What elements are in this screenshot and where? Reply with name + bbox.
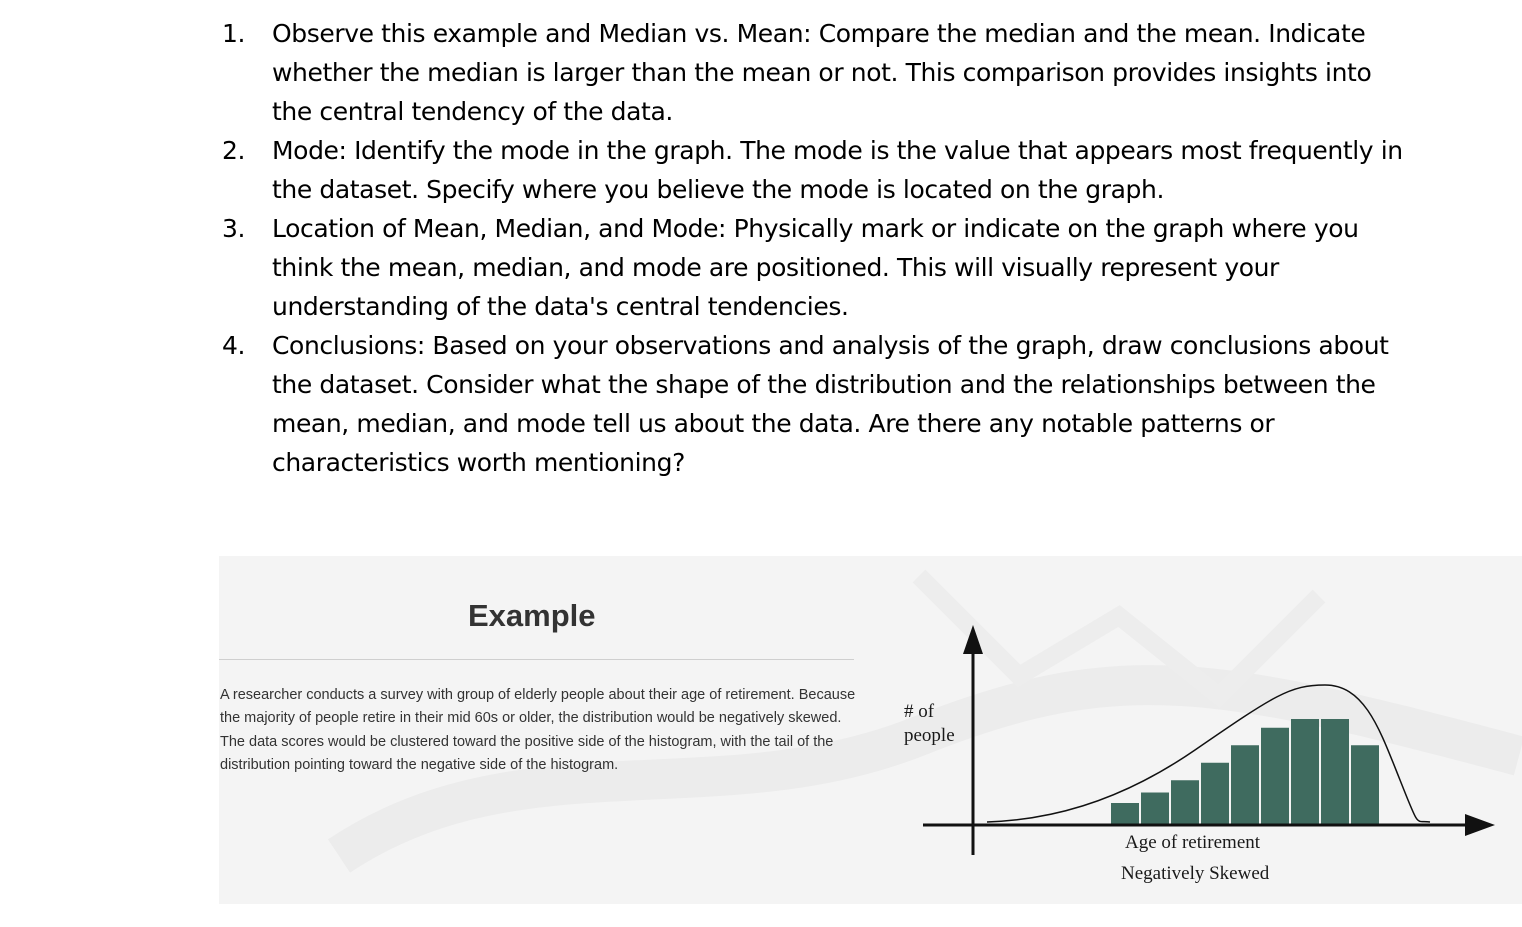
x-axis-label: Age of retirement xyxy=(1125,832,1261,853)
histogram-bar xyxy=(1171,780,1199,824)
y-axis-label-line1: # of xyxy=(904,701,935,722)
x-axis-arrow xyxy=(1465,814,1495,836)
instruction-item xyxy=(222,131,1412,209)
example-title: Example xyxy=(468,598,596,633)
histogram-bar xyxy=(1141,793,1169,825)
instruction-item xyxy=(222,209,1412,326)
instruction-text: Location of Mean, Median, and Mode: Physically mark or indicate on the graph where you think the mean, median, and mode are positioned. This will visually represent your understanding of the data's central tendencies. xyxy=(272,214,1359,321)
example-description: A researcher conducts a survey with group of elderly people about their age of retirement. Because the majority of people retire in their mid 60s or older, the distribution would be negatively skewed. The data scores would be clustered toward the positive side of the histogram, with the tail of the distribution pointing toward the negative side of the histogram. xyxy=(220,687,856,773)
histogram-bar xyxy=(1111,803,1139,824)
y-axis-arrow xyxy=(963,625,983,654)
chart-title: Negatively Skewed xyxy=(1121,863,1270,884)
histogram-bar xyxy=(1291,719,1319,824)
instruction-text: Mode: Identify the mode in the graph. The mode is the value that appears most frequently in the dataset. Specify where you believe the mode is located on the graph. xyxy=(272,136,1403,204)
instruction-item xyxy=(222,14,1412,131)
instruction-text: Conclusions: Based on your observations and analysis of the graph, draw conclusions about the dataset. Consider what the shape of the distribution and the relationships between the mean, median, and mode tell us about the data. Are there any notable patterns or characteristics worth mentioning? xyxy=(272,331,1389,477)
histogram-bar xyxy=(1351,745,1379,824)
histogram-chart xyxy=(895,620,1505,895)
histogram-bars xyxy=(1111,719,1379,824)
histogram-bar xyxy=(1231,745,1259,824)
instruction-number: 1. xyxy=(222,19,246,48)
histogram-bar xyxy=(1201,763,1229,824)
histogram-bar xyxy=(1261,728,1289,824)
instruction-item xyxy=(222,326,1412,482)
histogram-bar xyxy=(1321,719,1349,824)
instruction-number: 4. xyxy=(222,331,246,360)
instruction-number: 2. xyxy=(222,136,246,165)
example-divider xyxy=(219,659,854,660)
y-axis-label-line2: people xyxy=(904,725,955,746)
instruction-text: Observe this example and Median vs. Mean: Compare the median and the mean. Indicate whether the median is larger than the mean or not. This comparison provides insights into the central tendency of the data. xyxy=(272,19,1372,126)
instructions-list xyxy=(222,14,1412,482)
instruction-number: 3. xyxy=(222,214,246,243)
